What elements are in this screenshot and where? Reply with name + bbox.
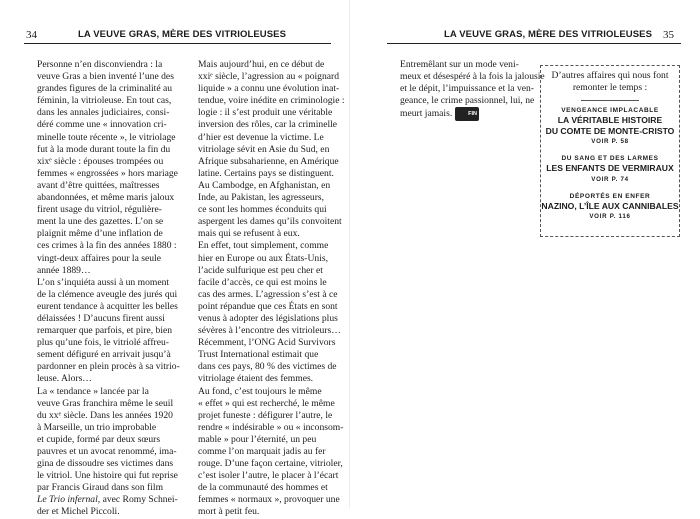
text-line: vingt-deux affaires pour la seule [37,252,161,264]
text-line: Récemment, l’ONG Acid Survivors [198,337,336,349]
running-head-right: LA VEUVE GRAS, MÈRE DES VITRIOLEUSES [444,29,653,40]
running-head-left: LA VEUVE GRAS, MÈRE DES VITRIOLEUSES [78,29,287,40]
paragraph [186,385,344,519]
text-line: xixᵉ siècle : épouses trompées ou [37,155,164,167]
text-line: femmes « engrossées » hors mariage [37,167,178,179]
text-line: Trust International estimait que [198,349,319,361]
related-case-item[interactable] [541,154,679,185]
case-kicker: VENGEANCE IMPLACABLE [561,107,659,114]
text-line: pauvres et un avocat renommé, ima- [37,446,177,457]
paragraph [25,385,178,519]
text-line: minelle toute récente », le vitriolage [37,131,176,143]
header-rule-right [387,43,681,44]
text-line: Au fond, c’est toujours le même [198,385,322,397]
text-line: eurent tendance à acquitter les belles [37,300,178,312]
text-line: ment la une des gazettes. L’on se [37,216,164,228]
text-line: rouge. D’une façon certaine, vitrioler, [198,458,343,470]
text-line: sement défiguré en arrivait jusqu’à [37,349,171,361]
text-line: délaissées ! D’aucuns firent aussi [37,312,165,324]
text-line: aspergent les dames qu’ils convoitent [198,216,342,228]
text-line: d’hier est devenue la victime. Le [198,131,324,143]
page-number-right: 35 [663,29,674,41]
text-line: mable » pour l’éternité, un peu [198,433,317,445]
text-line: veuve Gras a bien inventé l’une des [37,71,174,83]
text-line: leuse. Alors… [37,373,92,385]
text-line: dans ces pays, 80 % des victimes de [198,361,337,373]
text-line: firent usage du vitriol, régulière- [37,204,162,216]
text-fragment: , avec Romy Schnei- [97,494,178,506]
related-case-item[interactable] [541,106,679,147]
text-line: du xxᵉ siècle. Dans les années 1920 [37,409,173,421]
text-line: tendue, voire inédite en criminologie : [198,95,345,107]
text-line: mais qui se refusent à eux. [198,228,300,240]
text-fragment: meurt jamais. [400,108,455,120]
text-line: à Marseille, un trio improbable [37,421,157,433]
paragraph [186,59,345,240]
sidebar-intro-line: D’autres affaires qui nous font [551,70,669,81]
text-line: cas des armes. L’agression s’est à ce [198,288,338,300]
text-line: abandonnées, et même maris jaloux [37,192,175,204]
text-line: vitriolage sévit en Asie du Sud, en [198,143,330,155]
sidebar-intro-line: remonter le temps : [572,82,648,93]
text-line: c’est isoler l’autre, le placer à l’écart [198,470,339,482]
text-line: plus qu’une fois, le vitriolé affreu- [37,337,169,349]
text-line: comme l’on marquait jadis au fer [198,446,326,457]
text-line: hier en Europe ou aux États-Unis, [198,252,329,264]
case-title: NAZINO, L’ÎLE AUX CANNIBALES [541,200,679,211]
text-line: point répandue que ces États en sont [198,300,338,312]
text-line: Entremêlant sur un mode veni- [400,59,519,70]
text-line: plaignit même d’une inflation de [37,228,163,240]
text-line: mort à petit feu. [198,506,260,518]
case-kicker: DÉPORTÉS EN ENFER [569,192,651,200]
left-column-2 [186,59,345,519]
text-line: der et Michel Piccoli. [37,506,120,518]
sidebar-divider [581,100,639,101]
text-line: avant d’être quittées, maîtresses [37,179,160,191]
text-line [25,494,178,506]
text-line: projet funeste : défigurer l’autre, le [198,409,333,421]
text-line: Au Cambodge, en Afghanistan, en [198,179,331,191]
case-title: LA VÉRITABLE HISTOIRE [557,115,663,125]
page-number-left: 34 [26,29,37,41]
text-line: liquide » a connu une évolution inat- [198,83,340,95]
case-page-link[interactable]: VOIR P. 116 [589,213,631,220]
text-line: geance, le crime passionnel, lui, ne [400,95,535,107]
text-line: venus à adopter des législations plus [198,312,338,324]
text-line: Personne n’en disconviendra : la [37,59,163,70]
text-line: Afrique subsaharienne, en Amérique [198,155,339,167]
text-line: veuve Gras franchira même le seuil [37,397,174,409]
text-line: l’acide sulfurique est peu cher et [198,264,323,276]
case-page-link[interactable]: VOIR P. 74 [591,175,629,183]
related-case-item[interactable] [541,192,679,223]
case-title: LES ENFANTS DE VERMIRAUX [546,163,674,173]
paragraph [25,59,178,277]
text-line: latine. Certains pays se distinguent. [198,167,334,179]
text-line: et le dépit, l’impuissance et la ven- [400,83,534,95]
left-column-1 [25,59,180,519]
text-line: La « tendance » lancée par la [37,385,149,397]
text-line [388,107,532,121]
text-line: « effet » qui est recherché, le même [198,397,335,409]
text-line: remarquer que parfois, et pire, bien [37,325,173,337]
text-line: femmes « normaux », provoquer une [198,494,340,506]
end-of-chapter-icon: FIN [455,107,479,121]
text-line: de la communauté des hommes et [198,482,328,494]
case-title: DU COMTE DE MONTE-CRISTO [545,125,675,136]
text-line: vitriolage étaient des femmes. [198,373,314,385]
related-cases-sidebar [540,65,680,237]
text-line: gina de dissoudre ses victimes dans [37,458,174,470]
text-line: et cupide, formé par deux sœurs [37,433,161,445]
text-line: grandes figures de la criminalité au [37,83,173,95]
header-rule-left [24,43,331,44]
text-line: par Francis Giraud dans son film [37,482,164,494]
case-page-link[interactable]: VOIR P. 58 [591,138,629,145]
text-line: déré comme une « innovation cri- [37,119,167,131]
sidebar-intro [541,70,679,94]
text-line: ce sont les hommes éconduits qui [198,204,327,216]
text-line: L’on s’inquiéta aussi à un moment [37,276,170,288]
paragraph [388,59,545,121]
text-line: ces crimes à la fin des années 1880 : [37,240,177,252]
text-line: facile d’accès, ce qui est moins le [198,276,327,288]
film-title: Le Trio infernal [37,494,98,506]
left-page [0,0,350,518]
text-line: inversion des rôles, car la criminelle [198,119,338,131]
text-line: Inde, au Pakistan, les agresseurs, [198,192,325,204]
text-line: xxiᵉ siècle, l’agression au « poignard [198,71,339,83]
text-line: année 1889… [37,264,91,276]
text-line: rendre « indésirable » ou « inconsom- [198,421,344,433]
paragraph [25,276,180,386]
text-line: féminin, la vitrioleuse. En tout cas, [37,95,172,107]
text-line: de la clémence aveugle des jurés qui [37,288,178,300]
text-line: fut à la mode durant toute la fin du [37,143,171,155]
text-line: meux et désespéré à la fois la jalousie [400,71,545,83]
text-line: dans les annales judiciaires, consi- [37,107,170,119]
text-line: le vitriol. Une histoire qui fut reprise [37,470,178,482]
text-line: logie : il s’est produit une véritable [198,107,333,119]
text-line: sévères à l’encontre des vitrioleurs… [198,325,341,337]
text-line: Mais aujourd’hui, en ce début de [198,59,325,70]
case-kicker: DU SANG ET DES LARMES [561,155,659,162]
right-column-1 [388,59,545,121]
text-line: pardonner en plein procès à sa vitrio- [37,361,180,373]
text-line: En effet, tout simplement, comme [198,240,329,252]
paragraph [186,240,341,385]
